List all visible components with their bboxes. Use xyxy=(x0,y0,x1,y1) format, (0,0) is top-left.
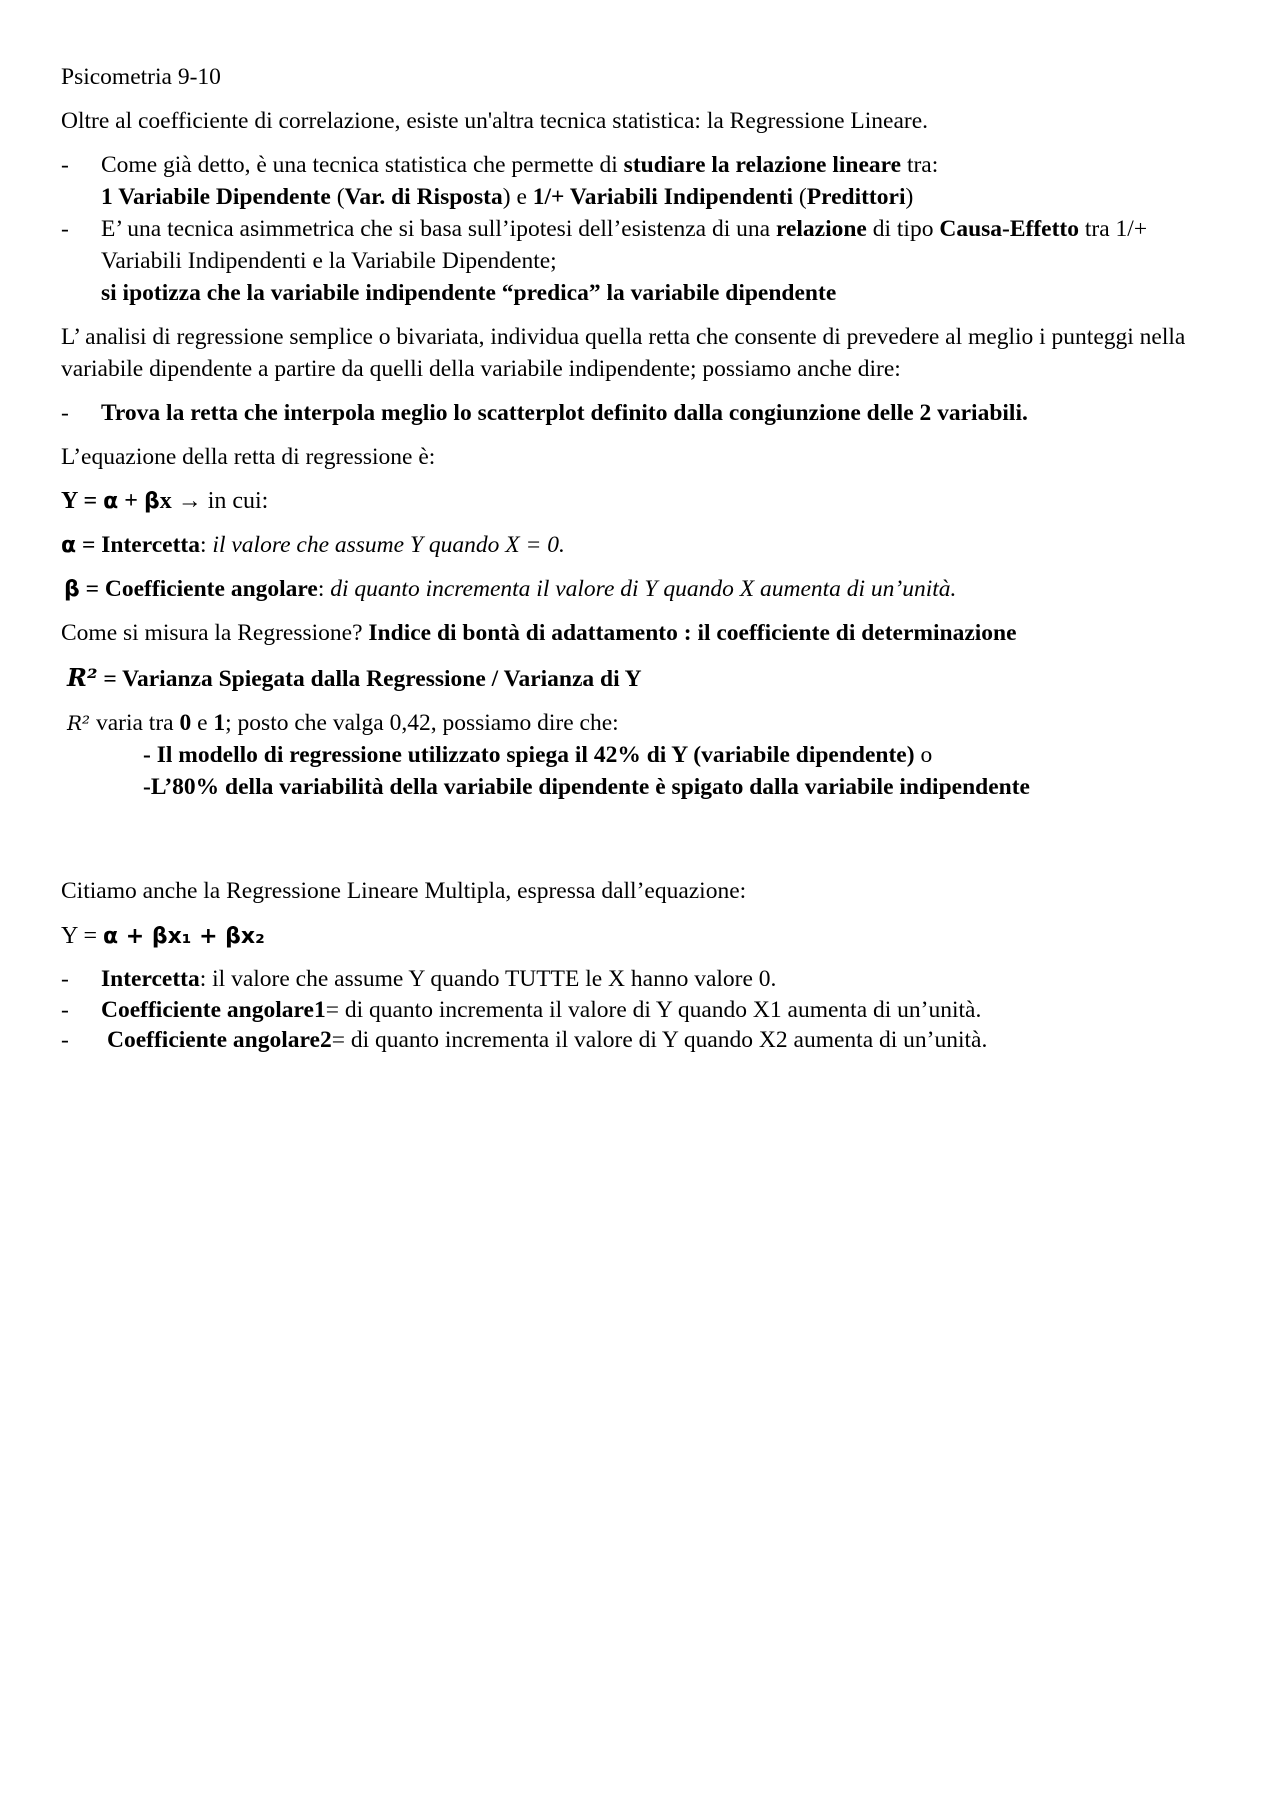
analysis-paragraph: L’ analisi di regressione semplice o bivariata, individua quella retta che consente di prevedere al meglio i punteggi nella variabile dipendente a partire da quelli della variabile indipendente; possiamo anche dire: xyxy=(61,323,1186,382)
text-run: = di quanto incrementa il valore di Y quando X1 aumenta di un’unità. xyxy=(325,996,982,1023)
text-run: Come si misura la Regressione? xyxy=(61,620,369,647)
bold-run: = Varianza Spiegata dalla Regressione / Varianza di Y xyxy=(97,665,642,692)
equation-terms: α + βx₁ + βx₂ xyxy=(102,923,265,949)
r-squared-symbol: R² xyxy=(67,662,98,692)
bold-run: 0 xyxy=(179,709,192,736)
text-run: tra 1/+ Variabili Indipendenti e la Variabile Dipendente; xyxy=(101,215,1148,274)
text-run: E’ una tecnica asimmetrica che si basa sull’ipotesi dell’esistenza di una xyxy=(101,215,776,242)
multiple-regression-equation xyxy=(61,920,1231,953)
bold-run: Trova la retta che interpola meglio lo scatterplot definito dalla congiunzione delle 2 variabili. xyxy=(101,399,1028,426)
bold-run: relazione xyxy=(775,215,867,242)
bold-run: Indice di bontà di adattamento : il coefficiente di determinazione xyxy=(368,620,1017,647)
italic-run: di quanto incrementa il valore di Y quando X aumenta di un’unità. xyxy=(330,576,957,603)
r2-definition xyxy=(61,662,1231,696)
text-run: di tipo xyxy=(866,215,940,242)
text-run: in cui: xyxy=(207,488,269,515)
intro-paragraph: Oltre al coefficiente di correlazione, esiste un'altra tecnica statistica: la Regressione Lineare. xyxy=(61,107,929,134)
text-run: : xyxy=(317,576,331,603)
arrow-icon: → xyxy=(171,488,208,515)
definition-list xyxy=(61,150,1231,310)
beta-symbol: β xyxy=(64,577,80,603)
beta-definition xyxy=(61,574,1231,606)
text-run: = di quanto incrementa il valore di Y quando X2 aumenta di un’unità. xyxy=(331,1027,988,1054)
bold-run: = Intercetta xyxy=(76,532,201,559)
r2-interpretation-1 xyxy=(67,740,1231,772)
list-item xyxy=(61,1025,1231,1056)
document-content xyxy=(61,62,1231,1068)
bold-run: Causa-Effetto xyxy=(939,215,1080,242)
bold-run: studiare la relazione lineare xyxy=(623,151,902,178)
bold-run: 1 xyxy=(213,709,226,736)
equation-intro: L’equazione della retta di regressione è: xyxy=(61,443,436,470)
r-squared-symbol: R² xyxy=(67,710,91,735)
measure-paragraph xyxy=(61,618,1231,650)
bold-run: 1/+ Variabili Indipendenti xyxy=(532,183,794,210)
multiple-regression-intro: Citiamo anche la Regressione Lineare Multipla, espressa dall’equazione: xyxy=(61,877,747,904)
scatter-list xyxy=(61,398,1231,430)
alpha-definition xyxy=(61,530,1231,562)
text-run: o xyxy=(914,741,933,768)
text-run: : il valore che assume Y quando TUTTE le X hanno valore 0. xyxy=(199,966,777,993)
bold-run: Coefficiente angolare2 xyxy=(107,1027,332,1054)
r2-range-line xyxy=(67,708,1231,740)
text-run: : xyxy=(200,532,213,559)
alpha-symbol: α xyxy=(61,533,77,559)
bold-run: = Coefficiente angolare xyxy=(79,576,318,603)
text-run: ( xyxy=(793,183,807,210)
page-title: Psicometria 9-10 xyxy=(61,64,221,90)
text-run: e xyxy=(191,709,214,736)
bold-run: Coefficiente angolare1 xyxy=(101,996,326,1023)
r2-interpretation-2 xyxy=(67,772,1231,804)
bold-run: Intercetta xyxy=(101,966,200,993)
bold-run: 1 Variabile Dipendente xyxy=(101,183,331,210)
spacer xyxy=(61,804,1231,850)
list-item xyxy=(61,150,1231,214)
regression-equation xyxy=(61,485,1231,518)
text-run: varia tra xyxy=(90,709,180,736)
text-run: Y = xyxy=(61,922,103,949)
bold-run: si ipotizza che la variabile indipendente “predica” la variabile dipendente xyxy=(101,279,837,306)
bold-run: Var. di Risposta xyxy=(344,183,503,210)
text-run: tra: xyxy=(901,151,939,178)
alpha-symbol: α xyxy=(103,489,119,515)
list-item xyxy=(61,964,1231,995)
text-run: ( xyxy=(330,183,345,210)
list-item xyxy=(61,995,1231,1026)
list-item xyxy=(61,398,1231,430)
bold-run: x xyxy=(159,488,172,515)
list-item xyxy=(61,214,1231,310)
bold-run: -L’80% della variabilità della variabile dipendente è spigato dalla variabile indipendente xyxy=(143,773,1030,800)
italic-run: il valore che assume Y quando X = 0. xyxy=(212,532,565,559)
bold-run: Y = xyxy=(61,488,104,515)
bold-run: - Il modello di regressione utilizzato spiega il 42% di Y (variabile dipendente) xyxy=(143,741,915,768)
text-run: ; posto che valga 0,42, possiamo dire che: xyxy=(225,709,619,736)
r2-range-block xyxy=(61,708,1231,804)
bold-run: + xyxy=(118,488,144,515)
text-run: ) xyxy=(905,183,914,210)
text-run: ) e xyxy=(502,183,533,210)
coefficient-list xyxy=(61,964,1231,1056)
text-run: Come già detto, è una tecnica statistica che permette di xyxy=(101,151,624,178)
beta-symbol: β xyxy=(143,489,160,515)
bold-run: Predittori xyxy=(806,183,906,210)
